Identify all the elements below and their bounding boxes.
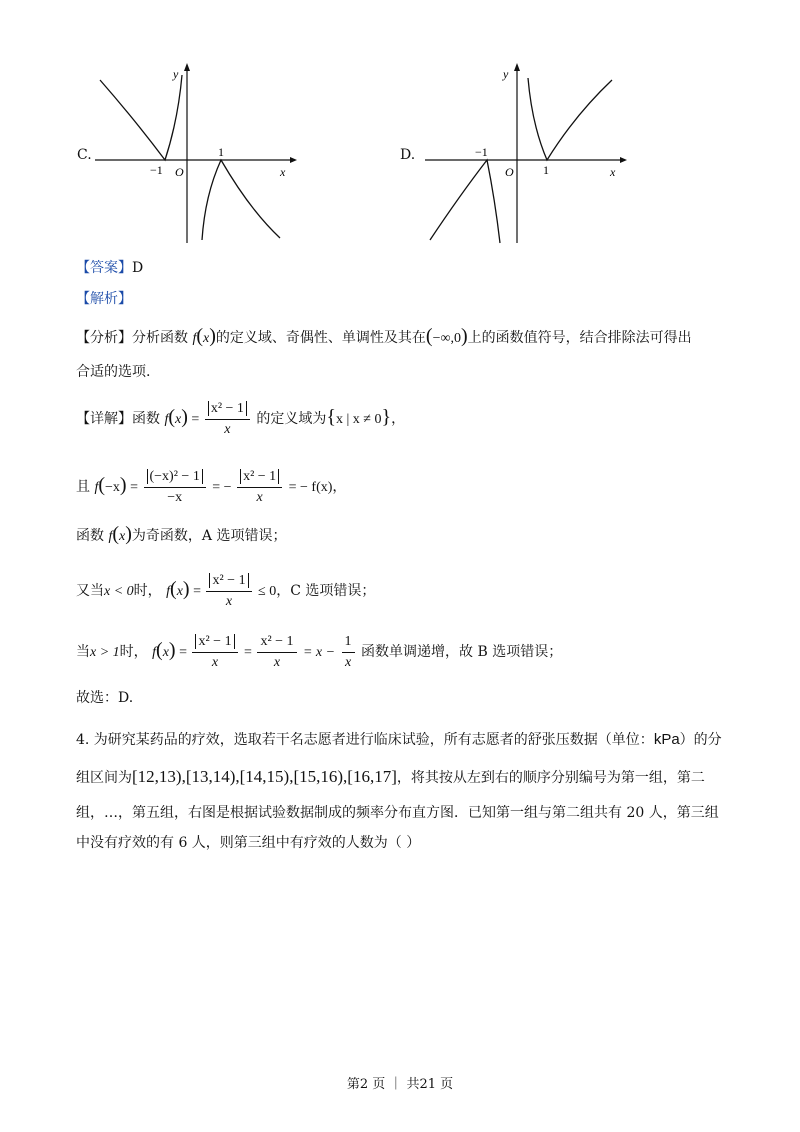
answer-value: D xyxy=(132,260,144,276)
fenxi-tag: 【分析】 xyxy=(76,330,132,346)
fraction-num-3: x² − 1 xyxy=(209,573,248,588)
fraction-fx-4 xyxy=(192,631,237,673)
x-axis-arrow xyxy=(290,157,297,163)
comma: ， xyxy=(391,411,406,427)
x-minus: = x − xyxy=(302,645,336,660)
fraction-den-4: x xyxy=(211,655,219,670)
dang-word: 当 xyxy=(76,644,90,660)
cond-pos: x > 1 xyxy=(90,645,120,660)
eq-tail: = − f(x)， xyxy=(288,480,347,495)
q4-text-2b: ，将其按从左到右的顺序分别编号为第一组，第二 xyxy=(396,770,705,786)
fraction-neg-den: −x xyxy=(167,490,183,505)
x-axis-arrow xyxy=(620,157,627,163)
q4-intervals: [12,13),[13,14),[14,15),[15,16),[16,17] xyxy=(132,767,397,786)
y-axis-label: y xyxy=(503,67,509,81)
detail-line-pos: 当x > 1时， f(x) = $\frac{\text{x² − 1}}{x}$ = $\frac{\text{x² − 1}}{x}$ = x − $\frac{1}{x}$ 函数单调递增，故 B 选项错误； xyxy=(76,631,562,673)
x-symbol: x xyxy=(203,331,210,346)
fraction-fx xyxy=(205,398,250,440)
analysis-line xyxy=(76,289,132,309)
fraction-num: x² − 1 xyxy=(208,401,247,416)
tick-1-label: 1 xyxy=(543,163,549,177)
detail-line-domain: 【详解】函数 f(x) = $\frac{\text{x² − 1}}{x}$ 的定义域为{x | x ≠ 0}， xyxy=(76,398,405,440)
fraction-neg-num: (−x)² − 1 xyxy=(147,469,203,484)
fraction-plain xyxy=(257,632,296,673)
page-footer: 第2 页 ｜ 共21 页 xyxy=(346,1077,454,1092)
detail-line-odd: 且 f(−x) = $\frac{\text{(−x)² − 1}}{-x}$ = − $\frac{\text{x² − 1}}{x}$ = − f(x)， xyxy=(76,466,346,508)
tick-neg1-label: −1 xyxy=(475,145,488,159)
q4-line-1 xyxy=(76,730,722,750)
odd-text: 为奇函数，A 选项错误； xyxy=(131,528,287,544)
origin-label: O xyxy=(505,165,514,179)
func-word: 函数 xyxy=(76,528,104,544)
origin-label: O xyxy=(175,165,184,179)
fenxi-text-2: 的定义域、奇偶性、单调性及其在 xyxy=(215,330,426,346)
interval-expr: −∞,0 xyxy=(432,331,461,346)
c-wrong-text: ，C 选项错误； xyxy=(276,583,376,599)
fenxi-text-1: 分析函数 xyxy=(132,330,188,346)
q4-unit: kPa xyxy=(653,731,680,748)
f-symbol: f xyxy=(192,331,197,346)
fraction-den-3: x xyxy=(225,594,233,609)
qie-word: 且 xyxy=(76,479,90,495)
q4-line-4: 中没有疗效的有 6 人，则第三组中有疗效的人数为（ ） xyxy=(76,835,421,851)
fraction-plain-den: x xyxy=(273,654,281,670)
incr-text: 函数单调递增，故 B 选项错误； xyxy=(361,644,563,660)
option-d-label: D. xyxy=(400,147,416,163)
answer-line xyxy=(76,258,143,278)
fraction-num-2: x² − 1 xyxy=(240,469,279,484)
fraction-den-2: x xyxy=(256,490,263,505)
option-c-graph xyxy=(90,60,300,250)
tick-1-label: 1 xyxy=(218,145,224,159)
detail-line-oddfunc: 函数 f(x)为奇函数，A 选项错误； xyxy=(76,523,287,545)
analysis-tag: 【解析】 xyxy=(76,291,132,307)
q4-line-3: 组，…，第五组，右图是根据试验数据制成的频率分布直方图．已知第一组与第二组共有 20 人，第三组 xyxy=(76,805,719,821)
shi-word-2: 时， xyxy=(119,644,148,660)
x-axis-label: x xyxy=(280,165,286,179)
fenxi-text-3: 上的函数值符号，结合排除法可得出 xyxy=(467,330,692,346)
y-axis-arrow xyxy=(184,63,190,71)
detail-line-neg: 又当x < 0时， f(x) = $\frac{\text{x² − 1}}{x}$ ≤ 0，C 选项错误； xyxy=(76,570,375,612)
choose-line: 故选：D. xyxy=(76,690,134,706)
x-axis-label: x xyxy=(610,165,616,179)
you-word: 又当 xyxy=(76,583,104,599)
fraction-recip xyxy=(342,632,355,673)
curve-right xyxy=(528,78,612,160)
domain-set: x | x ≠ 0 xyxy=(335,412,382,427)
fraction-neg xyxy=(144,466,206,508)
y-axis-arrow xyxy=(514,63,520,71)
q4-line-2 xyxy=(76,767,705,788)
curve-right xyxy=(202,160,280,240)
cond-neg: x < 0 xyxy=(104,584,134,599)
le0: ≤ 0 xyxy=(258,584,277,599)
shi-word: 时， xyxy=(133,583,162,599)
fraction-recip-num: 1 xyxy=(342,632,355,653)
fraction-plain-num: x² − 1 xyxy=(257,632,296,653)
y-axis-label: y xyxy=(173,67,179,81)
q4-text-1: 4. 为研究某药品的疗效，选取若干名志愿者进行临床试验，所有志愿者的舒张压数据（单位： xyxy=(76,732,654,748)
option-c-label: C. xyxy=(77,147,92,163)
fraction-fx-3 xyxy=(206,570,251,612)
answer-tag: 【答案】 xyxy=(76,260,132,276)
curve-left xyxy=(430,160,500,243)
detail-func-word: 函数 xyxy=(132,411,160,427)
fraction-fx-2 xyxy=(237,466,282,508)
domain-text: 的定义域为 xyxy=(256,411,327,427)
detail-tag: 【详解】 xyxy=(76,411,132,427)
fenxi-line-1: 【分析】分析函数 f(x)的定义域、奇偶性、单调性及其在(−∞,0)上的函数值符号，结合排除法可得出 xyxy=(76,325,692,347)
fraction-num-4: x² − 1 xyxy=(195,634,234,649)
tick-neg1-label: −1 xyxy=(150,163,163,177)
q4-text-1-end: ）的分 xyxy=(679,732,722,748)
curve-left xyxy=(100,75,182,160)
q4-text-2a: 组区间为 xyxy=(76,770,132,786)
option-d-graph xyxy=(420,60,630,250)
fraction-den: x xyxy=(224,422,231,437)
fraction-recip-den: x xyxy=(344,654,352,670)
fenxi-line-2: 合适的选项. xyxy=(76,364,151,380)
